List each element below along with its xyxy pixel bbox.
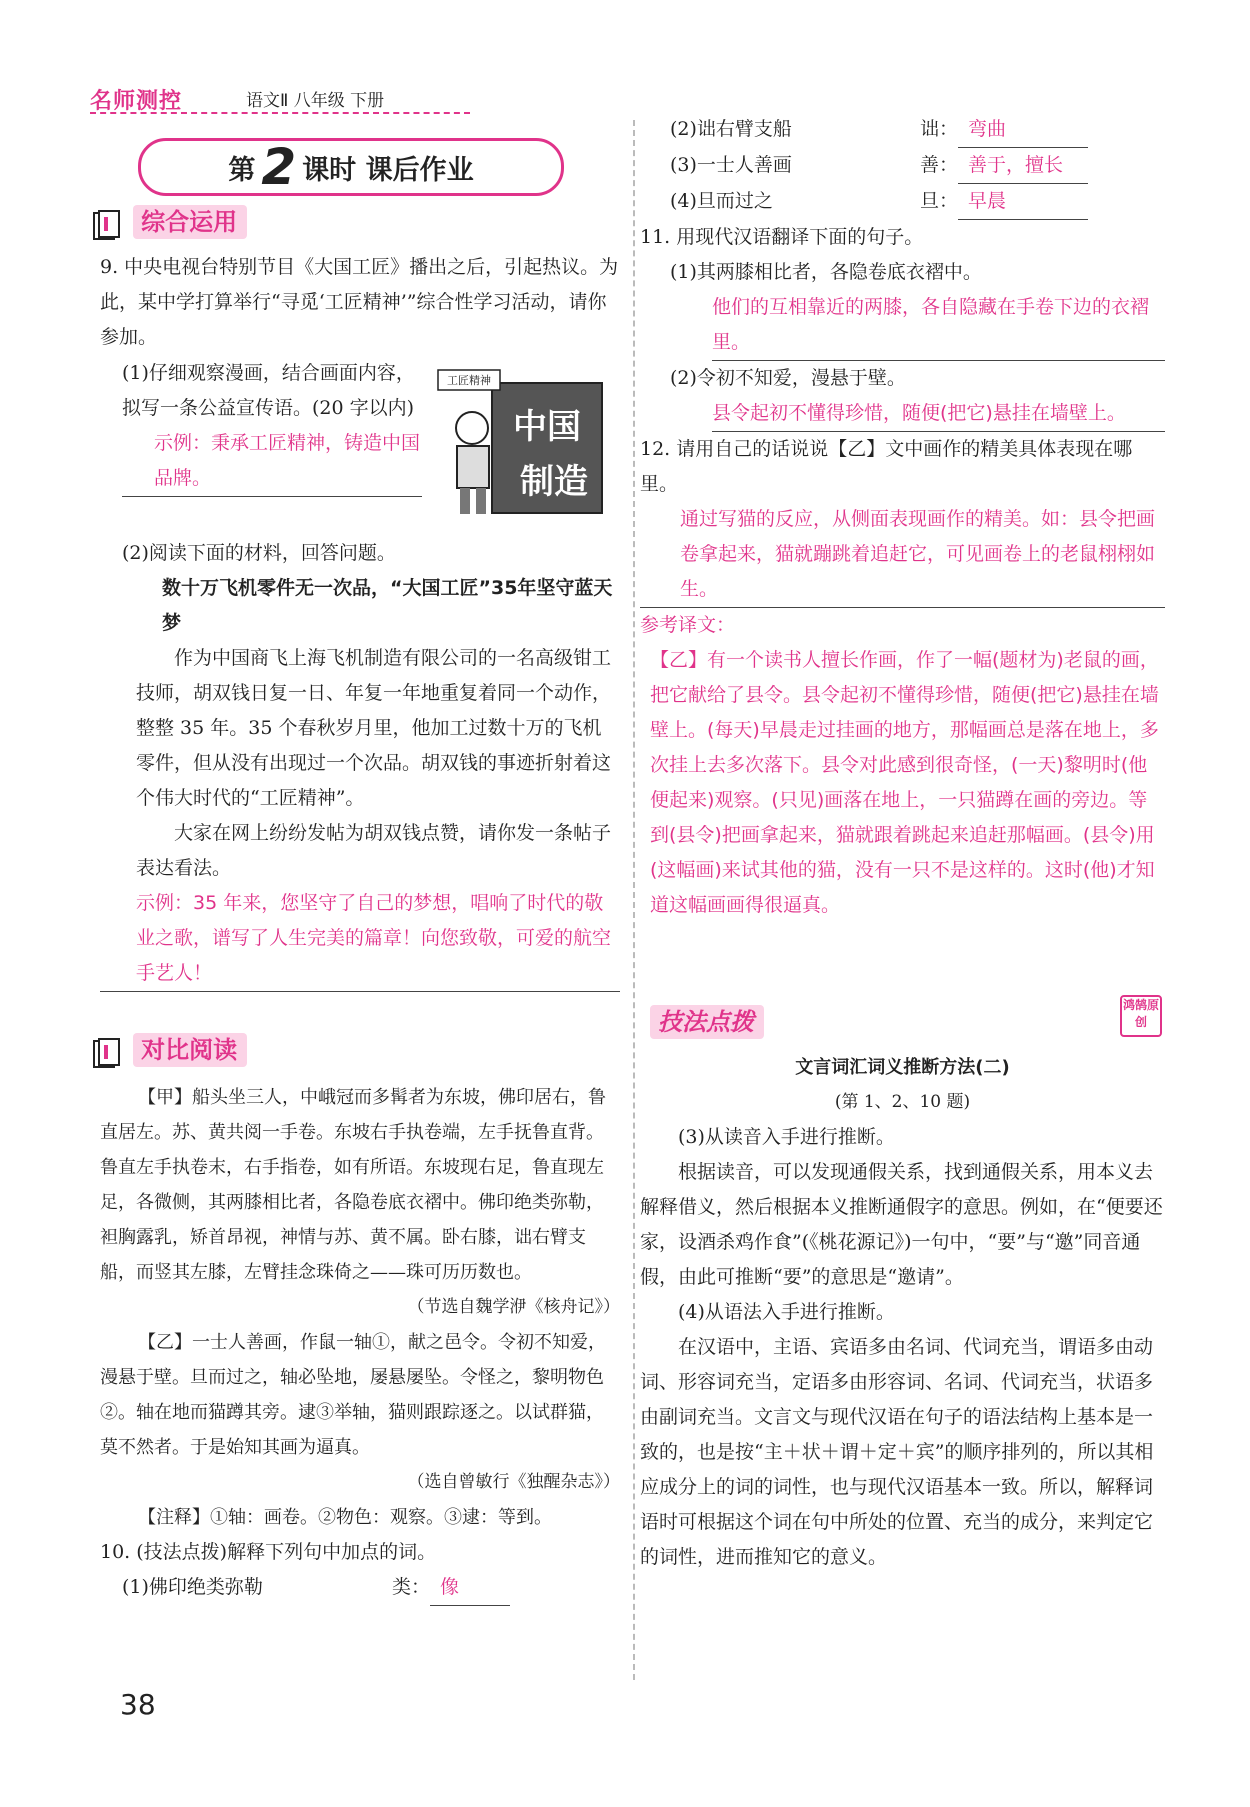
lesson-title <box>138 138 564 196</box>
q10-item-1 <box>100 1570 620 1606</box>
svg-text:制造: 制造 <box>520 462 588 502</box>
lesson-number: 2 <box>261 138 297 196</box>
q11-answer-2: 县令起初不懂得珍惜，随便(把它)悬挂在墙壁上。 <box>712 396 1165 432</box>
q12-stem: 12. 请用自己的话说说【乙】文中画作的精美具体表现在哪里。 <box>640 438 1133 495</box>
reading-passages <box>100 1080 620 1606</box>
book-icon <box>92 1037 122 1071</box>
lesson-suffix: 课时 课后作业 <box>302 154 474 186</box>
q10-item-3 <box>640 148 1165 184</box>
q10-item-1-sentence: (1)佛印绝类弥勒 <box>122 1576 263 1598</box>
q10-item-4-word: 旦： <box>920 190 959 212</box>
section-jifa <box>650 1002 764 1037</box>
craftsman-cartoon <box>432 368 612 518</box>
q10-item-2-word: 诎： <box>920 118 959 140</box>
jifa-content <box>640 1050 1165 1575</box>
page-number: 38 <box>120 1688 156 1721</box>
q11-sentence-2: (2)令初不知爱，漫悬于壁。 <box>670 367 906 389</box>
q10-item-2-answer: 弯曲 <box>958 112 1088 148</box>
q9-sub1-text: (1)仔细观察漫画，结合画面内容，拟写一条公益宣传语。(20 字以内) <box>122 362 415 419</box>
q12-translation: 【乙】有一个读书人擅长作画，作了一幅(题材为)老鼠的画，把它献给了县令。县令起初不懂得珍惜，随便(把它)悬挂在墙壁上。(每天)早晨走过挂画的地方，那幅画总是落在地上，多次挂上去多次落下。县令对此感到很奇怪，(一天)黎明时(他便起来)观察。(只见)画落在地上，一只猫蹲在画的旁边。等到(县令)把画拿起来，猫就跟着跳起来追赶那幅画。(县令)用(这幅画)来试其他的猫，没有一只不是这样的。这时(他)才知道这幅画画得很逼真。 <box>650 649 1159 916</box>
q9-sub1-answer: 示例：秉承工匠精神，铸造中国品牌。 <box>122 426 422 497</box>
q10-item-1-word: 类： <box>392 1576 431 1598</box>
section-jifa-label: 技法点拨 <box>650 1005 764 1039</box>
book-icon <box>92 209 122 243</box>
jifa-title: 文言词汇词义推断方法(二) <box>795 1057 1010 1078</box>
section-zonghe <box>92 202 247 243</box>
article-paragraph-2: 大家在网上纷纷发帖为胡双钱点赞，请你发一条帖子表达看法。 <box>136 822 612 879</box>
q10-continued <box>640 112 1165 923</box>
lesson-prefix: 第 <box>228 154 256 186</box>
q10-item-2 <box>640 112 1165 148</box>
q10-stem: 10. (技法点拨)解释下列句中加点的词。 <box>100 1541 437 1563</box>
article-paragraph-1: 作为中国商飞上海飞机制造有限公司的一名高级钳工技师，胡双钱日复一日、年复一年地重复着同一个动作，整整 35 年。35 个春秋岁月里，他加工过数十万的飞机零件，但从没有出现过一个次品。胡双钱的事迹折射着这个伟大时代的“工匠精神”。 <box>136 647 612 809</box>
section-duibi-label: 对比阅读 <box>133 1033 247 1067</box>
svg-text:工匠精神: 工匠精神 <box>447 374 491 387</box>
jifa-method-4-text: 在汉语中，主语、宾语多由名词、代词充当，谓语多由动词、形容词充当，定语多由形容词、名词、代词充当，状语多由副词充当。文言文与现代汉语在句子的语法结构上基本是一致的，也是按“主＋状＋谓＋定＋宾”的顺序排列的，所以其相应成分上的词的词性，也与现代汉语基本一致。所以，解释词语时可根据这个词在句中所处的位置、充当的成分，来判定它的词性，进而推知它的意义。 <box>640 1336 1154 1568</box>
q10-item-4-answer: 早晨 <box>958 184 1088 220</box>
q9-sub2-text: (2)阅读下面的材料，回答问题。 <box>122 542 396 564</box>
jifa-range: (第 1、2、10 题) <box>834 1092 971 1112</box>
jifa-method-3: (3)从读音入手进行推断。 <box>678 1126 895 1148</box>
badge-icon: 鸿鹄原创 <box>1120 995 1162 1037</box>
column-divider <box>633 120 635 1680</box>
brand-logo: 名师测控 <box>90 89 183 114</box>
q11-answer-1: 他们的互相靠近的两膝，各自隐藏在手卷下边的衣褶里。 <box>712 290 1165 361</box>
question-9 <box>100 250 620 355</box>
q10-item-3-word: 善： <box>920 154 959 176</box>
passage-jia: 【甲】船头坐三人，中峨冠而多髯者为东坡，佛印居右，鲁直居左。苏、黄共阅一手卷。东坡右手执卷端，左手抚鲁直背。鲁直左手执卷末，右手指卷，如有所语。东坡现右足，鲁直现左足，各微侧，其两膝相比者，各隐卷底衣褶中。佛印绝类弥勒，袒胸露乳，矫首昂视，神情与苏、黄不属。卧右膝，诎右臂支船，而竖其左膝，左臂挂念珠倚之——珠可历历数也。 <box>100 1087 606 1283</box>
q10-item-4 <box>640 184 1165 220</box>
article-title: 数十万飞机零件无一次品，“大国工匠”35年坚守蓝天梦 <box>162 577 613 634</box>
header-subtitle: 语文Ⅱ 八年级 下册 <box>246 91 385 111</box>
q10-item-3-sentence: (3)一士人善画 <box>670 154 792 176</box>
header-divider <box>90 112 470 114</box>
q9-sub2 <box>100 536 620 992</box>
q9-stem: 9. 中央电视台特别节目《大国工匠》播出之后，引起热议。为此，某中学打算举行“寻觅‘工匠精神’”综合性学习活动，请你参加。 <box>100 256 619 348</box>
q12-answer: 通过写猫的反应，从侧面表现画作的精美。如：县令把画卷拿起来，猫就蹦跳着追赶它，可见画卷上的老鼠栩栩如生。 <box>640 502 1165 608</box>
q11-sentence-1: (1)其两膝相比者，各隐卷底衣褶中。 <box>670 261 982 283</box>
passage-yi-source: （选自曾敏行《独醒杂志》） <box>407 1472 620 1492</box>
q10-item-4-sentence: (4)旦而过之 <box>670 190 773 212</box>
jifa-method-3-text: 根据读音，可以发现通假关系，找到通假关系，用本义去解释借义，然后根据本义推断通假字的意思。例如，在“便要还家，设酒杀鸡作食”(《桃花源记》)一句中，“要”与“邀”同音通假，由此可推断“要”的意思是“邀请”。 <box>640 1161 1163 1288</box>
q10-item-3-answer: 善于，擅长 <box>958 148 1088 184</box>
q10-item-1-answer: 像 <box>430 1570 510 1606</box>
passage-yi: 【乙】一士人善画，作鼠一轴①，献之邑令。令初不知爱，漫悬于壁。旦而过之，轴必坠地，屡悬屡坠。令怪之，黎明物色②。轴在地而猫蹲其旁。逮③举轴，猫则跟踪逐之。以试群猫，莫不然者。于是始知其画为逼真。 <box>100 1332 606 1458</box>
q12-reference-label: 参考译文： <box>640 614 736 636</box>
passage-notes: 【注释】①轴：画卷。②物色：观察。③逮：等到。 <box>138 1507 552 1528</box>
q10-item-2-sentence: (2)诎右臂支船 <box>670 118 792 140</box>
section-duibi <box>92 1030 247 1071</box>
q11-stem: 11. 用现代汉语翻译下面的句子。 <box>640 226 924 248</box>
section-zonghe-label: 综合运用 <box>133 205 247 239</box>
svg-text:中国: 中国 <box>513 407 581 447</box>
q9-sub2-answer: 示例：35 年来，您坚守了自己的梦想，唱响了时代的敬业之歌，谱写了人生完美的篇章！向您致敬，可爱的航空手艺人！ <box>100 886 620 992</box>
jifa-method-4: (4)从语法入手进行推断。 <box>678 1301 895 1323</box>
q9-sub1 <box>122 356 422 497</box>
passage-jia-source: （节选自魏学洢《核舟记》） <box>407 1297 620 1317</box>
